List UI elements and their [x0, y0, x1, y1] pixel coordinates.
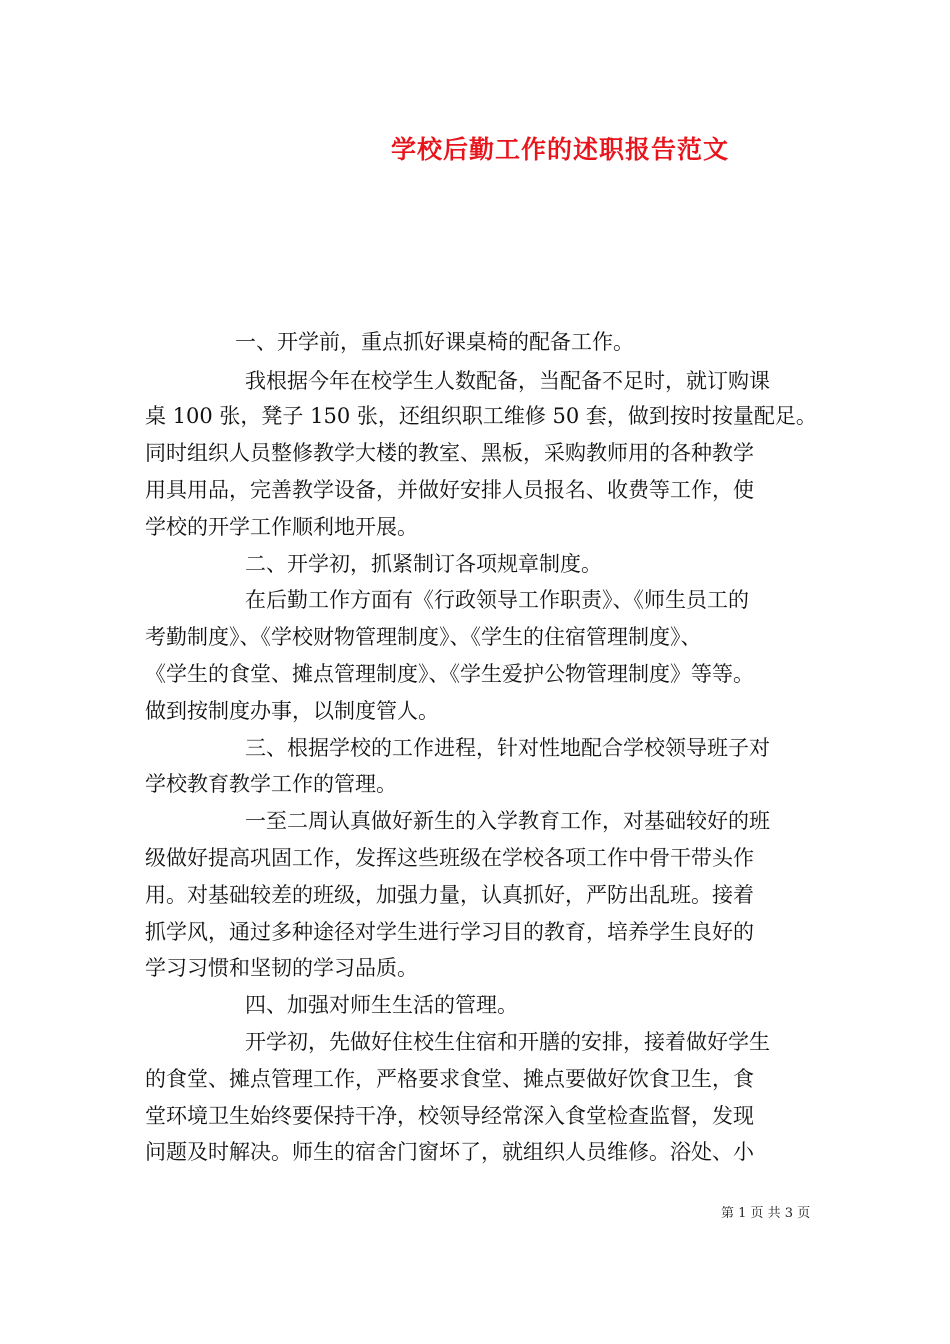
body-line: 的食堂、摊点管理工作，严格要求食堂、摊点要做好饮食卫生，食	[145, 1067, 754, 1091]
section-heading-3: 三、根据学校的工作进程，针对性地配合学校领导班子对	[245, 736, 770, 760]
body-line: 做到按制度办事，以制度管人。	[145, 699, 439, 723]
body-line: 问题及时解决。师生的宿舍门窗坏了，就组织人员维修。浴处、小	[145, 1140, 754, 1164]
body-line: 学校的开学工作顺利地开展。	[145, 515, 418, 539]
body-line: 用具用品，完善教学设备，并做好安排人员报名、收费等工作，使	[145, 478, 754, 502]
body-line: 我根据今年在校学生人数配备，当配备不足时，就订购课	[245, 369, 770, 393]
body-line: 《学生的食堂、摊点管理制度》、《学生爱护公物管理制度》等等。	[145, 662, 754, 686]
body-line: 抓学风，通过多种途径对学生进行学习目的教育，培养学生良好的	[145, 920, 754, 944]
body-line: 同时组织人员整修教学大楼的教室、黑板，采购教师用的各种教学	[145, 441, 754, 465]
body-line: 级做好提高巩固工作，发挥这些班级在学校各项工作中骨干带头作	[145, 846, 754, 870]
body-line: 考勤制度》、《学校财物管理制度》、《学生的住宿管理制度》、	[145, 625, 702, 649]
body-line: 学校教育教学工作的管理。	[145, 772, 397, 796]
body-line: 用。对基础较差的班级，加强力量，认真抓好，严防出乱班。接着	[145, 883, 754, 907]
body-line: 学习习惯和坚韧的学习品质。	[145, 956, 418, 980]
body-line: 在后勤工作方面有《行政领导工作职责》、《师生员工的	[245, 588, 749, 612]
body-line: 开学初，先做好住校生住宿和开膳的安排，接着做好学生	[245, 1030, 770, 1054]
body-line: 桌 100 张，凳子 150 张，还组织职工维修 50 套，做到按时按量配足。	[145, 404, 817, 428]
section-heading-2: 二、开学初，抓紧制订各项规章制度。	[245, 552, 602, 576]
section-heading-4: 四、加强对师生生活的管理。	[245, 993, 518, 1017]
section-heading-1: 一、开学前，重点抓好课桌椅的配备工作。	[235, 330, 634, 354]
page-number: 第 1 页 共 3 页	[721, 1206, 811, 1221]
body-line: 一至二周认真做好新生的入学教育工作，对基础较好的班	[245, 809, 770, 833]
body-line: 堂环境卫生始终要保持干净，校领导经常深入食堂检查监督，发现	[145, 1104, 754, 1128]
page-title: 学校后勤工作的述职报告范文	[390, 135, 729, 164]
